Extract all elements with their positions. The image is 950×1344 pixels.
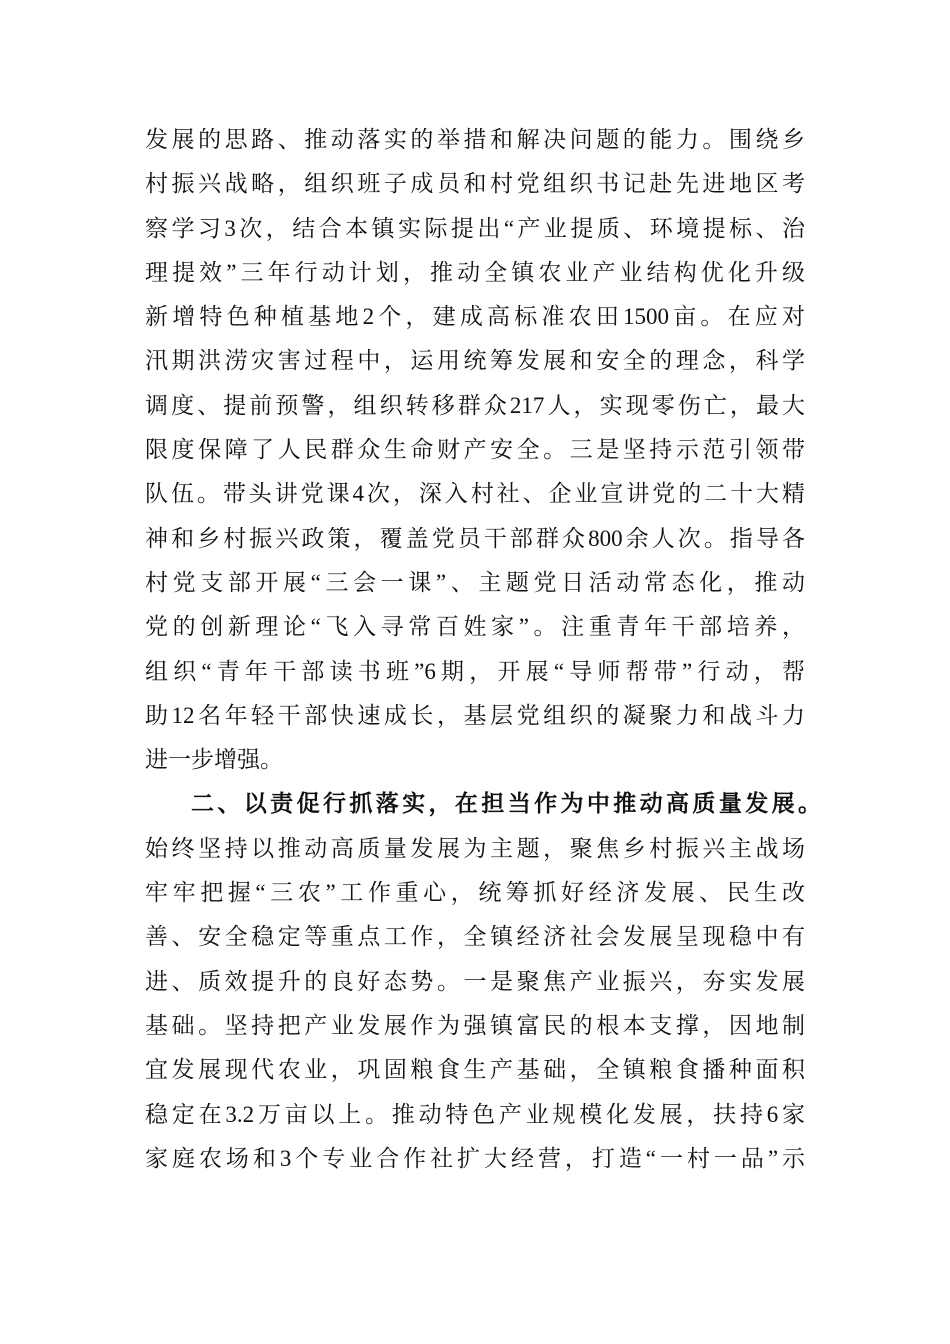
text-line: 发展的思路、推动落实的举措和解决问题的能力。围绕乡	[145, 127, 805, 152]
text-line: 新增特色种植基地2个，建成高标准农田1500亩。在应对	[145, 304, 805, 330]
text-line: 进一步增强。	[145, 747, 283, 773]
text-line: 理提效”三年行动计划，推动全镇农业产业结构优化升级	[145, 259, 805, 285]
text-line: 队伍。带头讲党课4次，深入村社、企业宣讲党的二十大精	[145, 481, 805, 507]
text-line: 始终坚持以推动高质量发展为主题，聚焦乡村振兴主战场	[145, 835, 805, 861]
text-line: 村振兴战略，组织班子成员和村党组织书记赴先进地区考	[145, 171, 805, 197]
text-line: 宜发展现代农业，巩固粮食生产基础，全镇粮食播种面积	[145, 1057, 805, 1083]
text-line: 善、安全稳定等重点工作，全镇经济社会发展呈现稳中有	[145, 924, 805, 950]
section-heading: 二、以责促行抓落实，在担当作为中推动高质量发展。	[191, 791, 821, 817]
text-line: 组织“青年干部读书班”6期，开展“导师帮带”行动，帮	[145, 658, 805, 684]
paragraph-2	[145, 827, 805, 1181]
text-line: 汛期洪涝灾害过程中，运用统筹发展和安全的理念，科学	[145, 348, 805, 374]
text-line: 家庭农场和3个专业合作社扩大经营，打造“一村一品”示	[145, 1145, 805, 1171]
text-line: 助12名年轻干部快速成长，基层党组织的凝聚力和战斗力	[145, 702, 805, 728]
text-line: 牢牢把握“三农”工作重心，统筹抓好经济发展、民生改	[145, 880, 805, 906]
text-line: 党的创新理论“飞入寻常百姓家”。注重青年干部培养，	[145, 614, 805, 640]
paragraph-1	[145, 118, 805, 782]
text-line: 稳定在3.2万亩以上。推动特色产业规模化发展，扶持6家	[145, 1101, 805, 1127]
text-line: 调度、提前预警，组织转移群众217人，实现零伤亡，最大	[145, 392, 805, 418]
text-line: 限度保障了人民群众生命财产安全。三是坚持示范引领带	[145, 437, 805, 463]
text-line: 村党支部开展“三会一课”、主题党日活动常态化，推动	[145, 569, 805, 595]
text-line: 察学习3次，结合本镇实际提出“产业提质、环境提标、治	[145, 215, 805, 241]
document-body	[145, 118, 821, 1181]
text-line: 进、质效提升的良好态势。一是聚焦产业振兴，夯实发展	[145, 968, 805, 994]
text-line: 基础。坚持把产业发展作为强镇富民的根本支撑，因地制	[145, 1012, 805, 1038]
text-line: 神和乡村振兴政策，覆盖党员干部群众800余人次。指导各	[145, 525, 805, 551]
